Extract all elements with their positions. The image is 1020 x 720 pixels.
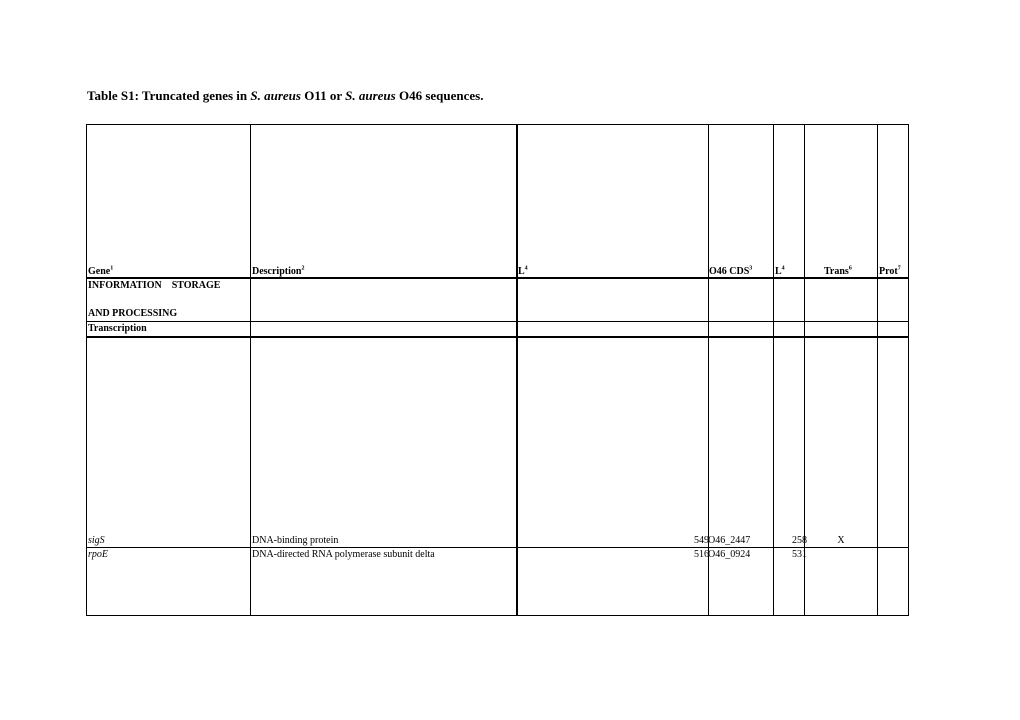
gene-cell: rpoE [88,549,108,560]
row-divider [87,547,908,548]
description-cell: DNA-binding protein [252,535,339,546]
header-underline [87,277,908,279]
truncated-genes-table [86,124,909,616]
cds-cell: O46_2447 [708,535,751,546]
header-o46-cds: O46 CDS$^3$ [709,265,753,277]
row-divider [87,336,908,338]
title-prefix: Table S1: Truncated genes in [87,88,251,103]
length-cell: 516 [694,549,709,560]
description-cell: DNA-directed RNA polymerase subunit delta [252,549,435,560]
title-species-1: S. aureus [250,88,301,103]
column-divider [516,125,518,615]
column-divider [877,125,878,615]
length-cell: 549 [694,535,709,546]
section-heading-line-1: INFORMATION STORAGE [88,280,221,291]
gene-cell: sigS [88,535,105,546]
header-gene: Gene$^1$ [88,265,114,277]
header-length-1: $L^4$ [518,265,528,277]
header-prot: Prot$^7$ [879,265,901,277]
column-divider [250,125,251,615]
title-strain-2: O46 sequences. [395,88,484,103]
header-length-2: $L^4$ [775,265,785,277]
trans-cell: X [837,535,845,546]
title-species-2: S. aureus [345,88,396,103]
subsection-heading: Transcription [88,323,147,334]
header-trans: Trans$^6$ [824,265,852,277]
header-description: Description$^2$ [252,265,305,277]
length-cell: 531 [792,549,807,560]
table-title [87,88,483,104]
cds-cell: O46_0924 [708,549,751,560]
row-divider [87,321,908,322]
length-cell: 258 [792,535,807,546]
title-strain-1: O11 or [300,88,346,103]
section-heading-line-2: AND PROCESSING [88,308,178,319]
column-divider [773,125,774,615]
